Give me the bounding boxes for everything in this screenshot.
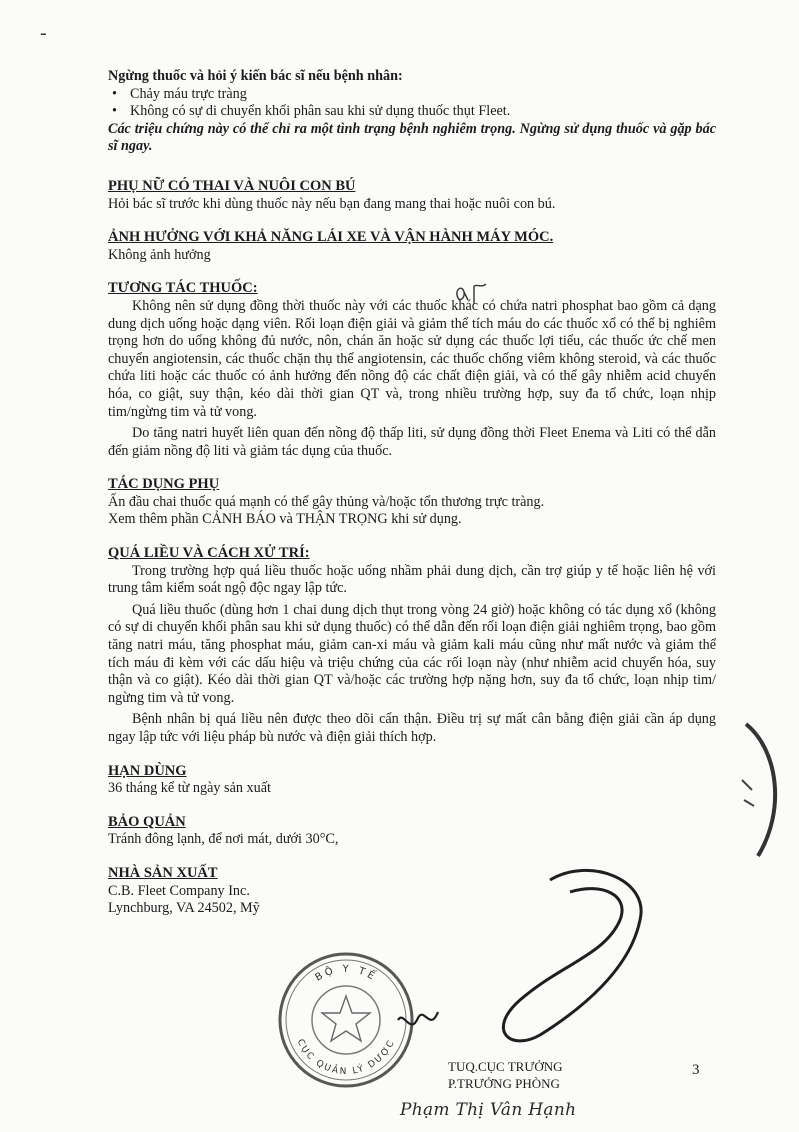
side-effects-heading: TÁC DỤNG PHỤ <box>108 476 220 493</box>
manufacturer-line: Lynchburg, VA 24502, Mỹ <box>108 900 260 917</box>
overdose-paragraph: Trong trường hợp quá liều thuốc hoặc uống nhầm phải dung dịch, cần trợ giúp y tế hoặc liên hệ với trung tâm kiểm soát ngộ độc ngay lập tức. <box>108 562 716 597</box>
stop-heading: Ngừng thuốc và hỏi ý kiến bác sĩ nếu bệnh nhân: <box>108 68 403 84</box>
handwritten-signature <box>390 860 690 1060</box>
svg-text:CỤC QUẢN LÝ DƯỢC <box>295 1038 398 1077</box>
signatory-name: Phạm Thị Vân Hạnh <box>400 1100 577 1120</box>
overdose-heading: QUÁ LIỀU VÀ CÁCH XỬ TRÍ: <box>108 545 310 562</box>
driving-heading: ẢNH HƯỞNG VỚI KHẢ NĂNG LÁI XE VÀ VẬN HÀNH MÁY MÓC. <box>108 229 554 246</box>
corner-mark: - <box>40 22 47 44</box>
shelf-life-text: 36 tháng kể từ ngày sản xuất <box>108 780 271 797</box>
page-number: 3 <box>692 1062 700 1078</box>
driving-text: Không ảnh hưởng <box>108 246 211 263</box>
manufacturer-line: C.B. Fleet Company Inc. <box>108 882 250 899</box>
signatory-block <box>448 1058 563 1092</box>
signatory-title-line: P.TRƯỞNG PHÒNG <box>448 1076 560 1091</box>
overdose-paragraph: Quá liều thuốc (dùng hơn 1 chai dung dịch thụt trong vòng 24 giờ) hoặc không có tác dụng xổ (không có sự di chuyển khối phân sau khi sử dụng thuốc) có thể dẫn đến rối loạn điện giải nghiêm trọng, bao gồm tăng natri máu, tăng phosphat máu, giảm can-xi máu và giảm kali máu cũng như mất nước và giảm thể tích máu đi kèm với các dấu hiệu và triệu chứng của các rối loạn này (như nhiễm acid chuyển hóa, suy thận và co giật). Kéo dài thời gian QT và/hoặc các trường hợp nặng hơn, suy đa tổ chức, loạn nhịp tim/ ngừng tim và tử vong. <box>108 601 716 706</box>
signatory-title-line: TUQ.CỤC TRƯỞNG <box>448 1059 563 1074</box>
manufacturer-heading: NHÀ SẢN XUẤT <box>108 864 218 881</box>
svg-text:BỘ Y TẾ <box>313 963 380 984</box>
pregnancy-text: Hỏi bác sĩ trước khi dùng thuốc này nếu bạn đang mang thai hoặc nuôi con bú. <box>108 195 556 212</box>
interactions-paragraph: Không nên sử dụng đồng thời thuốc này với các thuốc khác có chứa natri phosphat bao gồm cả dạng dung dịch uống hoặc dạng viên. Rối loạn điện giải và giảm thể tích máu do các thuốc xổ có thể bị nghiêm trọng hơn do uống không đủ nước, nôn, chán ăn hoặc sử dụng các thuốc lợi tiểu, các thuốc ức chế men chuyển angiotensin, các thuốc chặn thụ thể angiotensin, các thuốc chống viêm không steroid, và các thuốc chứa liti hoặc các thuốc có ảnh hưởng đến nồng độ các chất điện giải, và có thể gây nhiễm acid chuyển hóa, co giật, suy thận, kéo dài thời gian QT và, trong nhiều trường hợp, suy đa tổ chức, loạn nhịp tim/ngừng tim và tử vong. <box>108 297 716 420</box>
edge-stamp-fragment <box>738 720 788 860</box>
side-effects-line: Xem thêm phần CẢNH BÁO và THẬN TRỌNG khi sử dụng. <box>108 511 462 528</box>
side-effects-line: Ấn đầu chai thuốc quá mạnh có thể gây thủng và/hoặc tổn thương trực tràng. <box>108 493 545 510</box>
stop-bullet-list <box>108 86 716 121</box>
interactions-paragraph: Do tăng natri huyết liên quan đến nồng độ thấp liti, sử dụng đồng thời Fleet Enema và Liti có thể dẫn đến giảm nồng độ liti và giảm tác dụng của thuốc. <box>108 425 716 459</box>
stamp-bottom-text: CỤC QUẢN LÝ DƯỢC <box>294 1037 398 1078</box>
overdose-paragraph: Bệnh nhân bị quá liều nên được theo dõi cẩn thận. Điều trị sự mất cân bằng điện giải cần áp dụng ngay lập tức với liệu pháp bù nước và điện giải thích hợp. <box>108 711 716 745</box>
interactions-heading: TƯƠNG TÁC THUỐC: <box>108 280 258 297</box>
storage-text: Tránh đông lạnh, để nơi mát, dưới 30°C, <box>108 831 339 848</box>
list-item: • Chảy máu trực tràng <box>108 86 716 104</box>
stop-warning: Các triệu chứng này có thể chỉ ra một tình trạng bệnh nghiêm trọng. Ngừng sử dụng thuốc và gặp bác sĩ ngay. <box>108 120 716 155</box>
stamp-top-text: BỘ Y TẾ <box>313 963 379 984</box>
pregnancy-heading: PHỤ NỮ CÓ THAI VÀ NUÔI CON BÚ <box>108 177 356 194</box>
document-body <box>108 68 716 918</box>
shelf-life-heading: HẠN DÙNG <box>108 762 187 779</box>
handwritten-annotation-mark <box>452 280 492 310</box>
list-item: • Không có sự di chuyển khối phân sau khi sử dụng thuốc thụt Fleet. <box>108 103 716 121</box>
storage-heading: BẢO QUẢN <box>108 813 186 830</box>
